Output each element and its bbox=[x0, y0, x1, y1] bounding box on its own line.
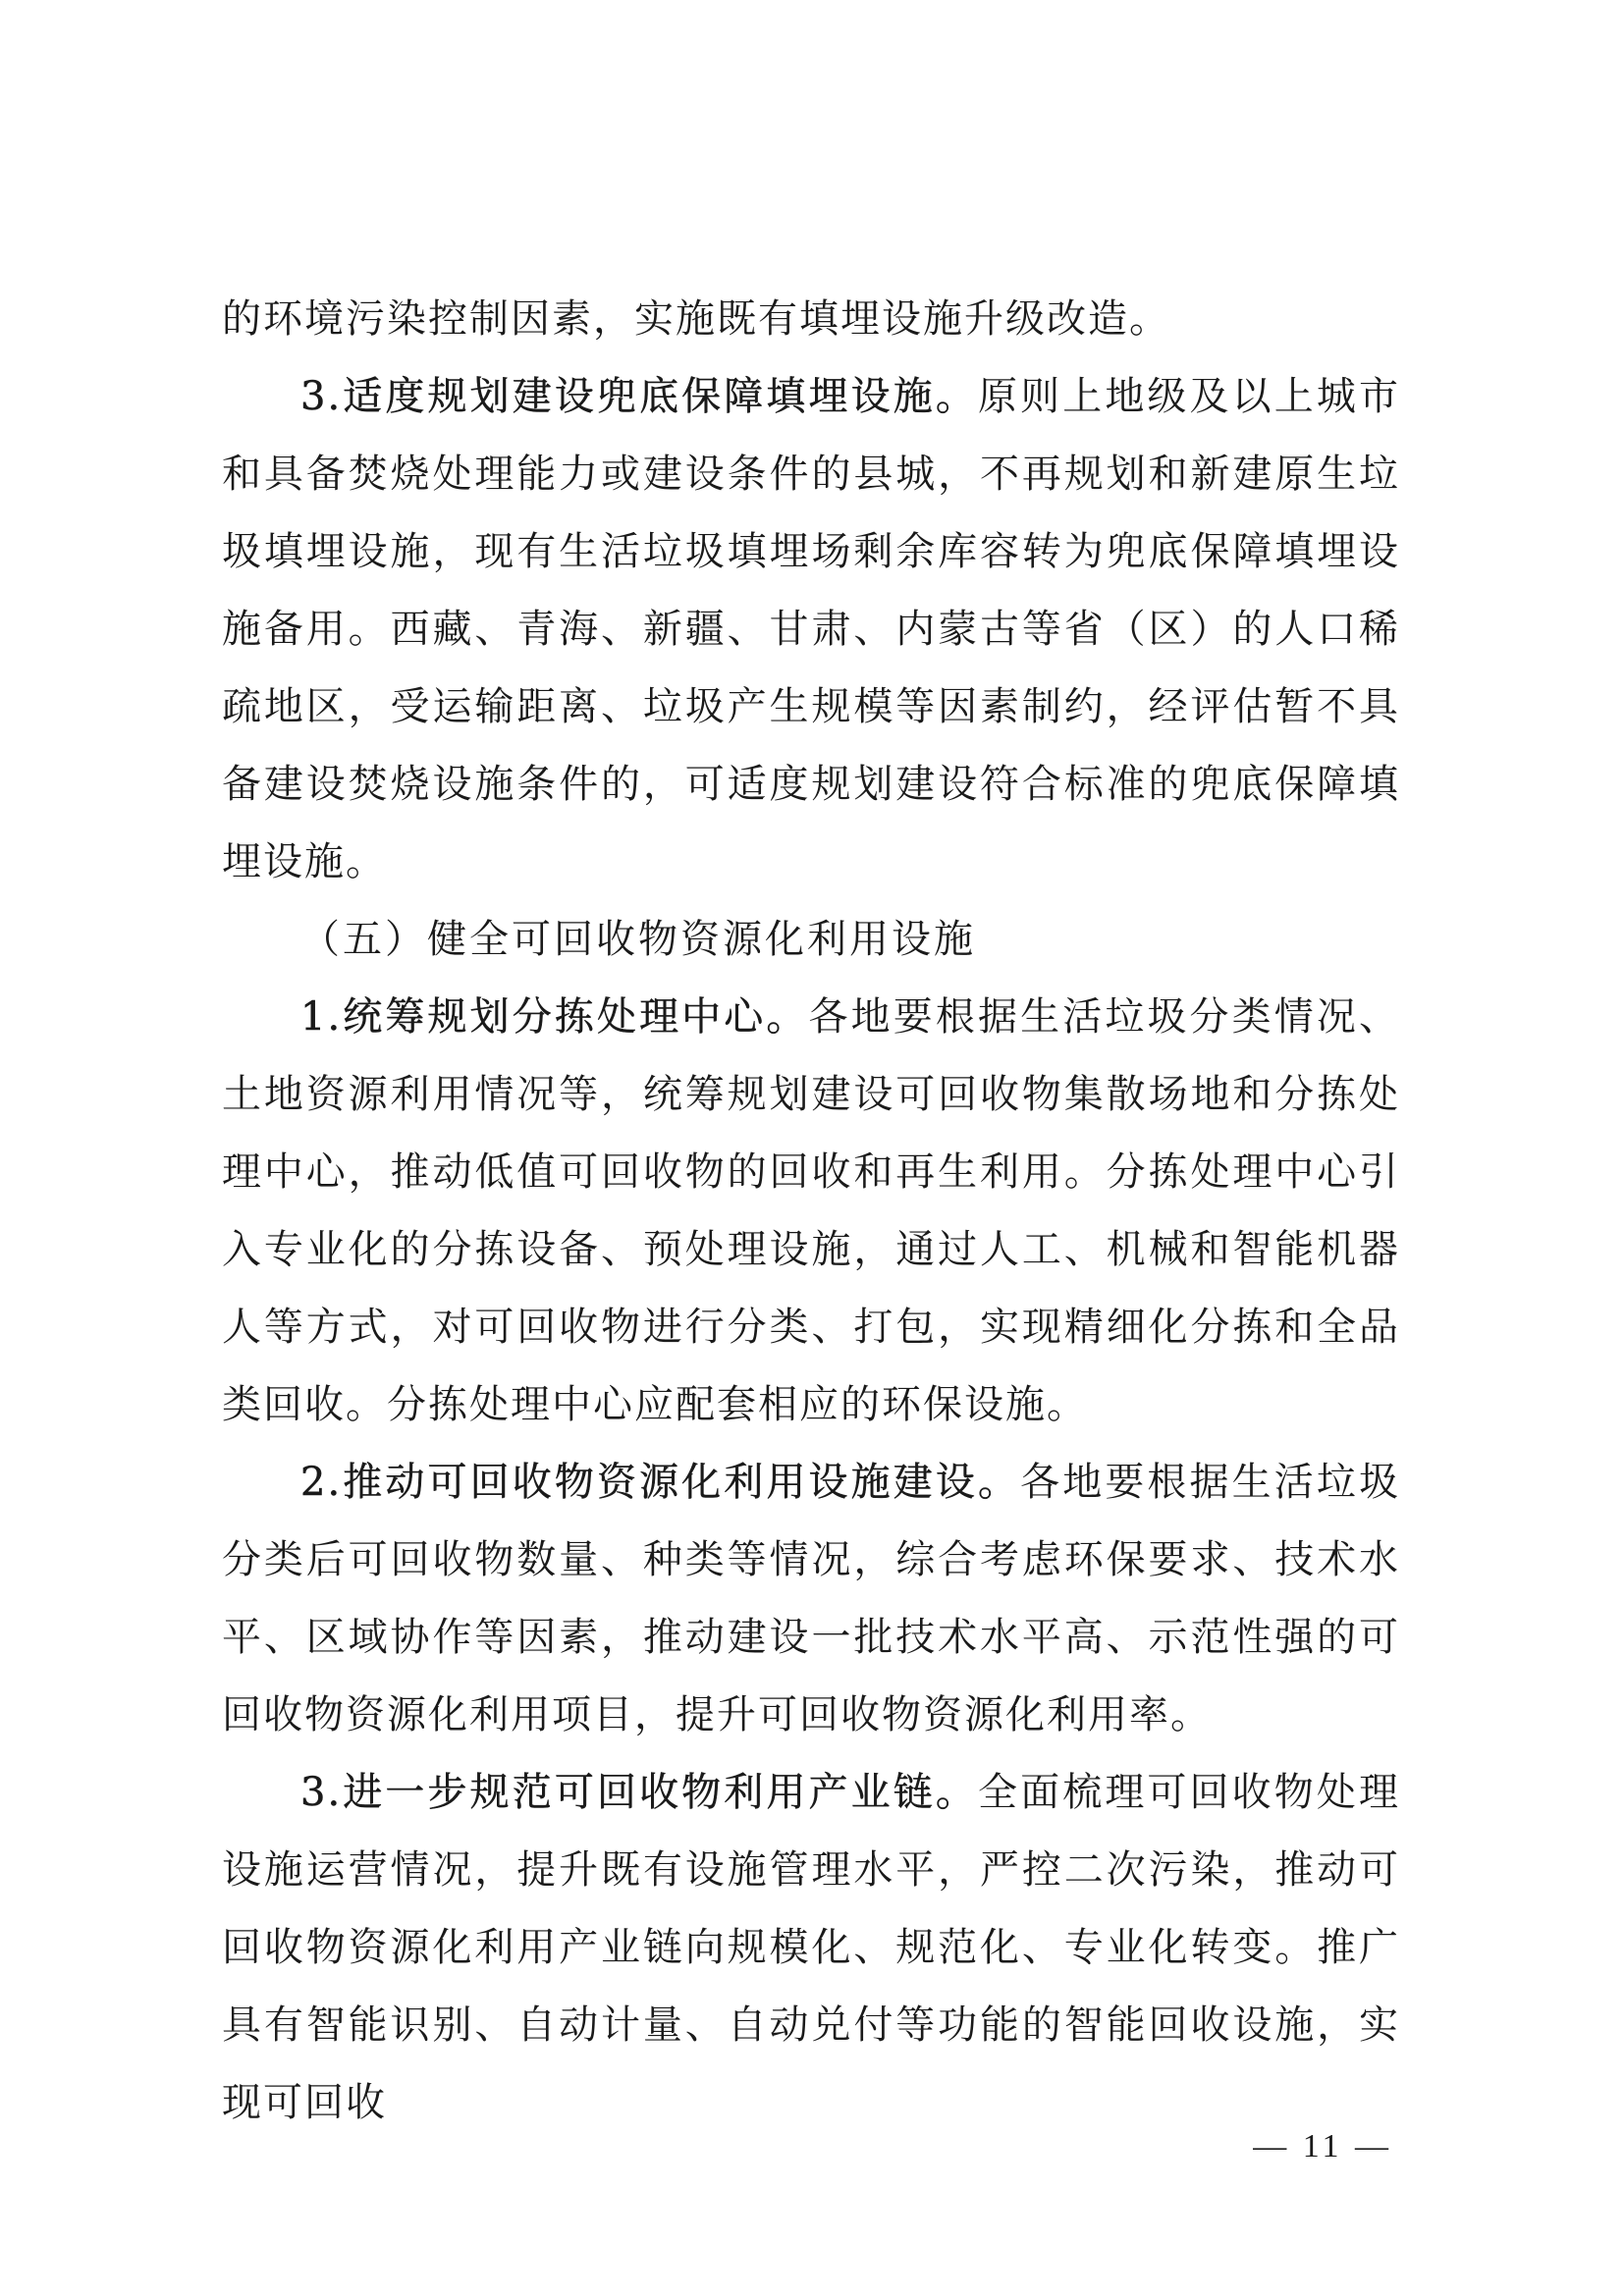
paragraph-text: 的环境污染控制因素，实施既有填埋设施升级改造。 bbox=[222, 296, 1170, 342]
paragraph-text: 全面梳理可回收物处理设施运营情况，提升既有设施管理水平，严控二次污染，推动可回收物资源化利用产业链向规模化、规范化、专业化转变。推广具有智能识别、自动计量、自动兑付等功能的智能回收设施，实现可回收 bbox=[222, 1770, 1401, 2125]
paragraph-lead: 3.进一步规范可回收物利用产业链。 bbox=[300, 1770, 978, 1815]
paragraph-text: 各地要根据生活垃圾分类情况、土地资源利用情况等，统筹规划建设可回收物集散场地和分拣处理中心，推动低值可回收物的回收和再生利用。分拣处理中心引入专业化的分拣设备、预处理设施，通过人工、机械和智能机器人等方式，对可回收物进行分类、打包，实现精细化分拣和全品类回收。分拣处理中心应配套相应的环保设施。 bbox=[222, 994, 1401, 1427]
paragraph-recycling-facilities bbox=[222, 1444, 1400, 1754]
paragraph-industry-chain bbox=[222, 1754, 1400, 2142]
body-text bbox=[222, 281, 1400, 2142]
paragraph-lead: 2.推动可回收物资源化利用设施建设。 bbox=[300, 1460, 1021, 1505]
paragraph-lead: 3.适度规划建设兜底保障填埋设施。 bbox=[300, 374, 978, 419]
section-heading bbox=[222, 901, 1400, 979]
paragraph-sorting-center bbox=[222, 979, 1400, 1444]
paragraph-text: 各地要根据生活垃圾分类后可回收物数量、种类等情况，综合考虑环保要求、技术水平、区域协作等因素，推动建设一批技术水平高、示范性强的可回收物资源化利用项目，提升可回收物资源化利用率。 bbox=[222, 1460, 1400, 1737]
paragraph-text: 原则上地级及以上城市和具备焚烧处理能力或建设条件的县城，不再规划和新建原生垃圾填埋设施，现有生活垃圾填埋场剩余库容转为兜底保障填埋设施备用。西藏、青海、新疆、甘肃、内蒙古等省（区）的人口稀疏地区，受运输距离、垃圾产生规模等因素制约，经评估暂不具备建设焚烧设施条件的，可适度规划建设符合标准的兜底保障填埋设施。 bbox=[222, 374, 1401, 884]
paragraph-lead: 1.统筹规划分拣处理中心。 bbox=[300, 994, 809, 1040]
paragraph-landfill-backup bbox=[222, 358, 1400, 901]
page-number: — 11 — bbox=[1253, 2128, 1392, 2164]
paragraph-continuation bbox=[222, 281, 1400, 358]
section-heading-text: （五）健全可回收物资源化利用设施 bbox=[300, 917, 976, 962]
